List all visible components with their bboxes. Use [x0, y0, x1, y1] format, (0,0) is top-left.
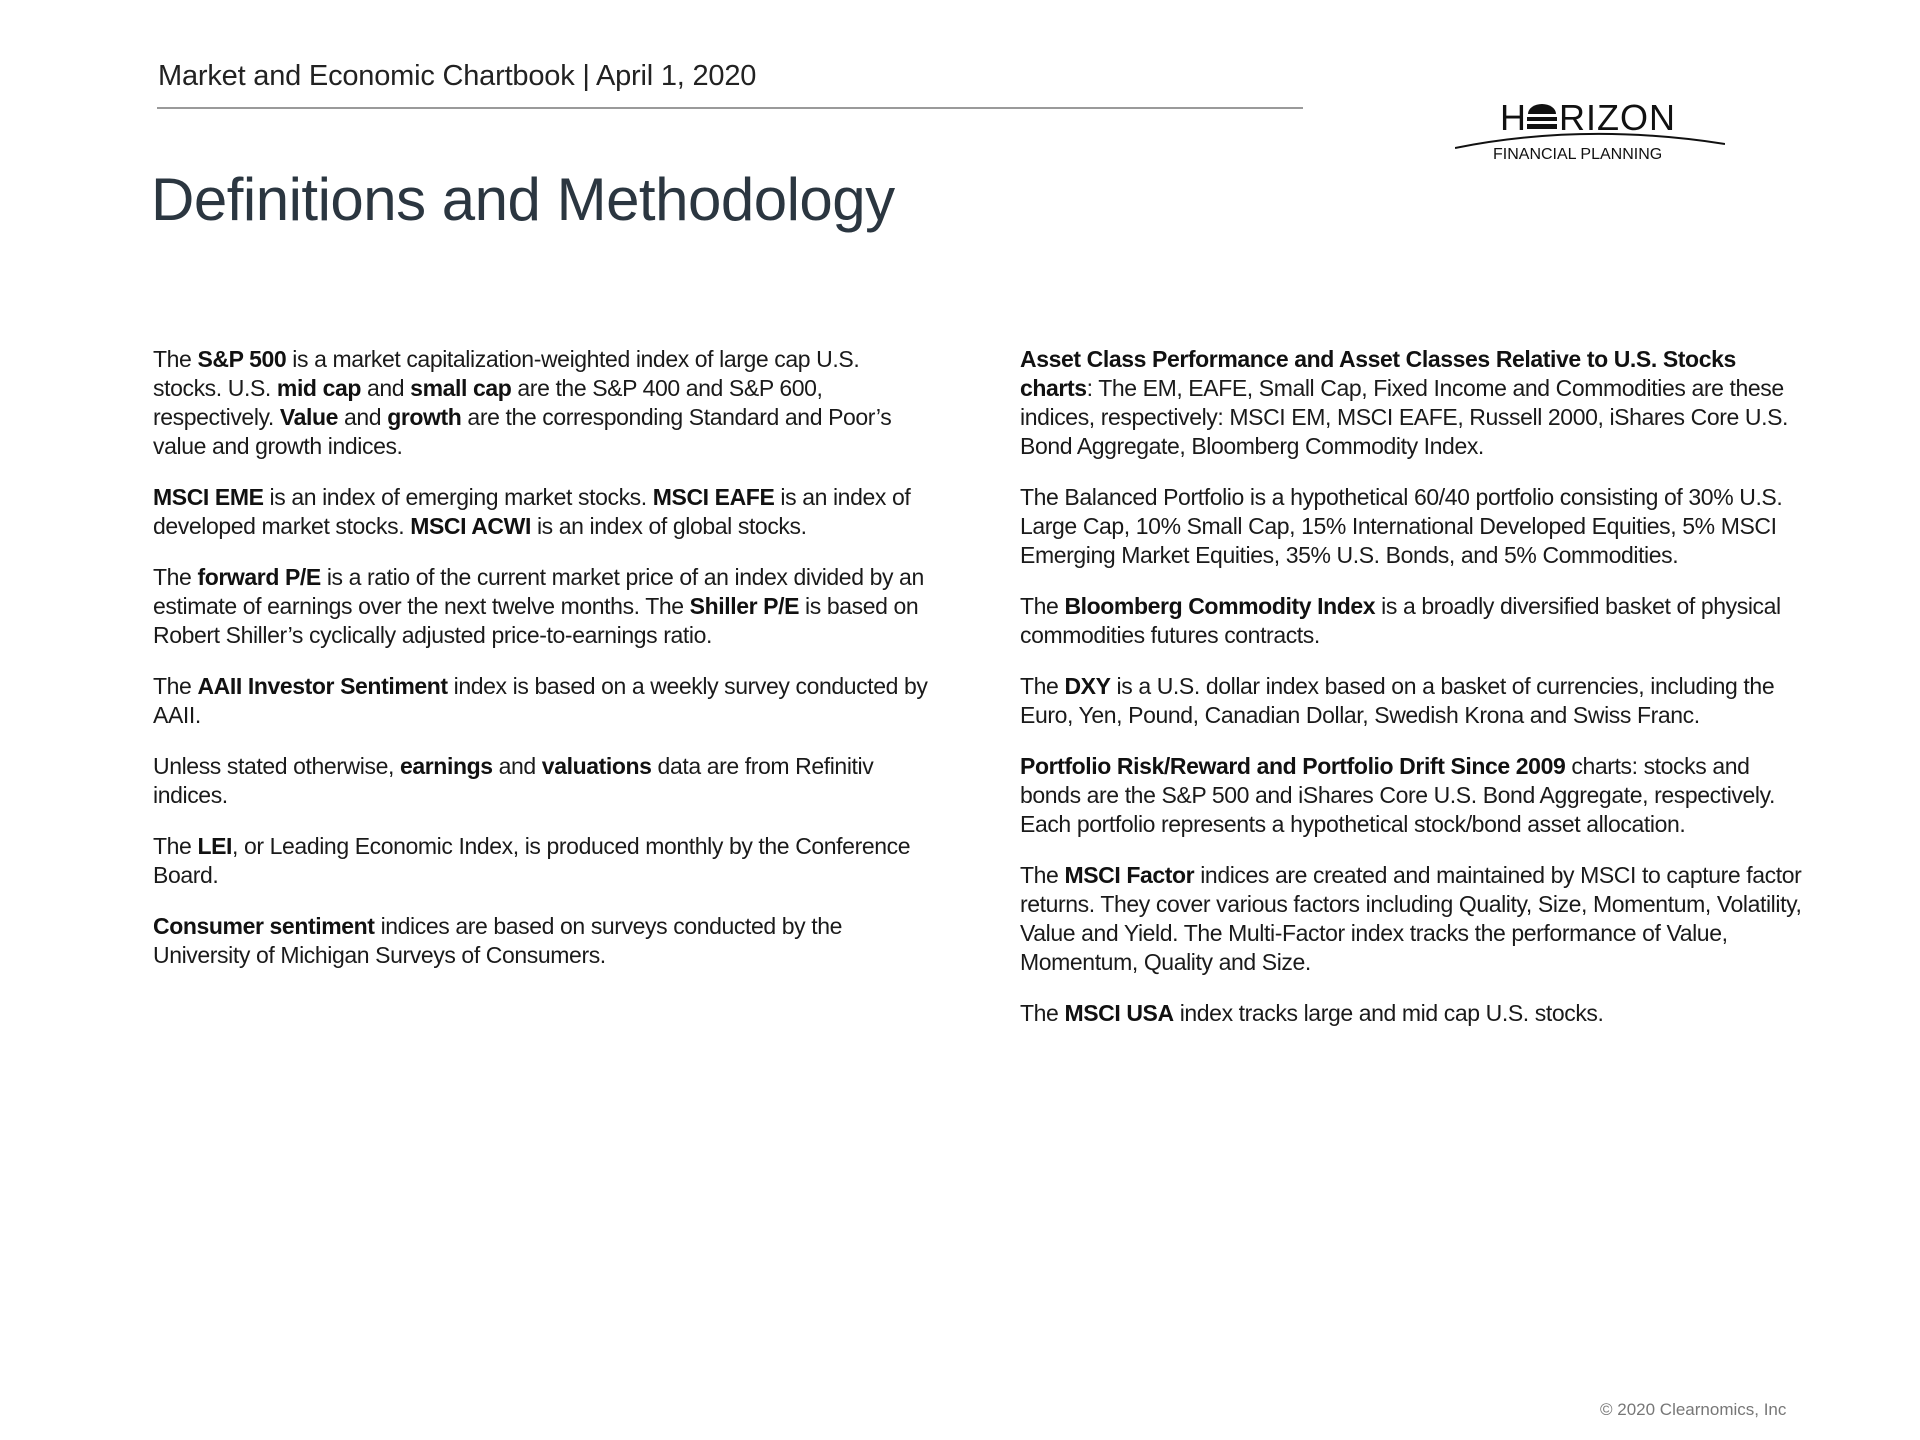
defined-term: Value — [279, 404, 339, 430]
definition-text: and — [338, 404, 388, 430]
definition-text: indices are based on surveys conducted by the University of Michigan Surveys of Consumers. — [153, 913, 843, 968]
defined-term: valuations — [541, 753, 652, 779]
svg-text:FINANCIAL PLANNING: FINANCIAL PLANNING — [1493, 146, 1663, 163]
definition-text: is an index of developed market stocks. — [153, 484, 911, 539]
definition-paragraph — [1020, 752, 1810, 839]
defined-term: AAII Investor Sentiment — [197, 673, 448, 699]
definition-text: index is based on a weekly survey conducted by AAII. — [153, 673, 928, 728]
defined-term: growth — [387, 404, 462, 430]
definition-paragraph — [1020, 672, 1810, 730]
page-title: Definitions and Methodology — [151, 166, 895, 233]
definition-text: is based on Robert Shiller’s cyclically adjusted price-to-earnings ratio. — [153, 593, 919, 648]
header-divider — [157, 107, 1303, 109]
definition-text: The — [153, 833, 198, 859]
defined-term: Shiller P/E — [689, 593, 800, 619]
definition-text: is an index of emerging market stocks. — [263, 484, 653, 510]
defined-term: LEI — [197, 833, 233, 859]
definition-text: charts: stocks and bonds are the S&P 500 and iShares Core U.S. Bond Aggregate, respectively. Each portfolio represents a hypothetical stock/bond asset allocation. — [1020, 753, 1775, 837]
definition-text: indices are created and maintained by MSCI to capture factor returns. They cover various factors including Quality, Size, Momentum, Volatility, Value and Yield. The Multi-Factor index tracks the performance of Value, Momentum, Quality and Size. — [1020, 862, 1802, 975]
defined-term: MSCI EME — [153, 484, 264, 510]
defined-term: earnings — [399, 753, 493, 779]
definition-text: The — [1020, 1000, 1065, 1026]
definition-text: The — [153, 346, 198, 372]
chartbook-header: Market and Economic Chartbook | April 1, 2020 — [158, 60, 757, 92]
definition-paragraph — [153, 345, 933, 461]
definition-text: Unless stated otherwise, — [153, 753, 400, 779]
svg-text:RIZON: RIZON — [1559, 97, 1676, 138]
definition-paragraph — [1020, 345, 1810, 461]
definition-paragraph — [1020, 483, 1810, 570]
definition-text: is a market capitalization-weighted index of large cap U.S. stocks. U.S. — [153, 346, 860, 401]
definition-text: The — [1020, 673, 1065, 699]
definition-paragraph — [153, 752, 933, 810]
definition-paragraph — [153, 912, 933, 970]
defined-term: Consumer sentiment — [153, 913, 375, 939]
definition-text: are the S&P 400 and S&P 600, respectively. — [153, 375, 823, 430]
definitions-right-column — [1020, 345, 1810, 1050]
definition-text: and — [361, 375, 411, 401]
definition-text: The — [153, 564, 198, 590]
defined-term: S&P 500 — [197, 346, 287, 372]
defined-term: forward P/E — [197, 564, 321, 590]
defined-term: MSCI Factor — [1064, 862, 1195, 888]
definition-text: The Balanced Portfolio is a hypothetical 60/40 portfolio consisting of 30% U.S. Large Cap, 10% Small Cap, 15% International Developed Equities, 5% MSCI Emerging Market Equities, 35% U.S. Bonds, and 5% Commodities. — [1020, 484, 1783, 568]
definition-text: is an index of global stocks. — [530, 513, 807, 539]
svg-text:H: H — [1500, 97, 1527, 138]
definition-text: data are from Refinitiv indices. — [153, 753, 874, 808]
defined-term: MSCI USA — [1064, 1000, 1174, 1026]
definition-text: and — [492, 753, 542, 779]
definition-text: The — [1020, 593, 1065, 619]
copyright-footer: © 2020 Clearnomics, Inc — [1600, 1400, 1787, 1419]
definition-paragraph — [1020, 999, 1810, 1028]
definitions-left-column — [153, 345, 933, 992]
defined-term: DXY — [1064, 673, 1111, 699]
defined-term: Bloomberg Commodity Index — [1064, 593, 1376, 619]
definition-text: is a U.S. dollar index based on a basket of currencies, including the Euro, Yen, Pound, Canadian Dollar, Swedish Krona and Swiss Franc. — [1020, 673, 1775, 728]
definition-text: is a ratio of the current market price of an index divided by an estimate of earnings over the next twelve months. The — [153, 564, 924, 619]
definition-text: is a broadly diversified basket of physical commodities futures contracts. — [1020, 593, 1781, 648]
definition-paragraph — [153, 563, 933, 650]
definition-paragraph — [153, 832, 933, 890]
defined-term: MSCI ACWI — [410, 513, 531, 539]
definition-text: , or Leading Economic Index, is produced monthly by the Conference Board. — [153, 833, 911, 888]
definition-text: : The EM, EAFE, Small Cap, Fixed Income and Commodities are these indices, respectively: MSCI EM, MSCI EAFE, Russell 2000, iShares Core U.S. Bond Aggregate, Bloomberg Commodity Index. — [1020, 375, 1788, 459]
definition-text: The — [153, 673, 198, 699]
definition-paragraph — [153, 672, 933, 730]
definition-text: are the corresponding Standard and Poor’s value and growth indices. — [153, 404, 892, 459]
definition-text: index tracks large and mid cap U.S. stocks. — [1173, 1000, 1604, 1026]
defined-term: mid cap — [276, 375, 362, 401]
horizon-logo — [1455, 92, 1725, 167]
defined-term: Portfolio Risk/Reward and Portfolio Drift Since 2009 — [1020, 753, 1566, 779]
defined-term: Asset Class Performance and Asset Classes Relative to U.S. Stocks charts — [1020, 346, 1736, 401]
definition-paragraph — [1020, 592, 1810, 650]
definition-paragraph — [153, 483, 933, 541]
definition-paragraph — [1020, 861, 1810, 977]
defined-term: small cap — [410, 375, 512, 401]
defined-term: MSCI EAFE — [652, 484, 775, 510]
definition-text: The — [1020, 862, 1065, 888]
